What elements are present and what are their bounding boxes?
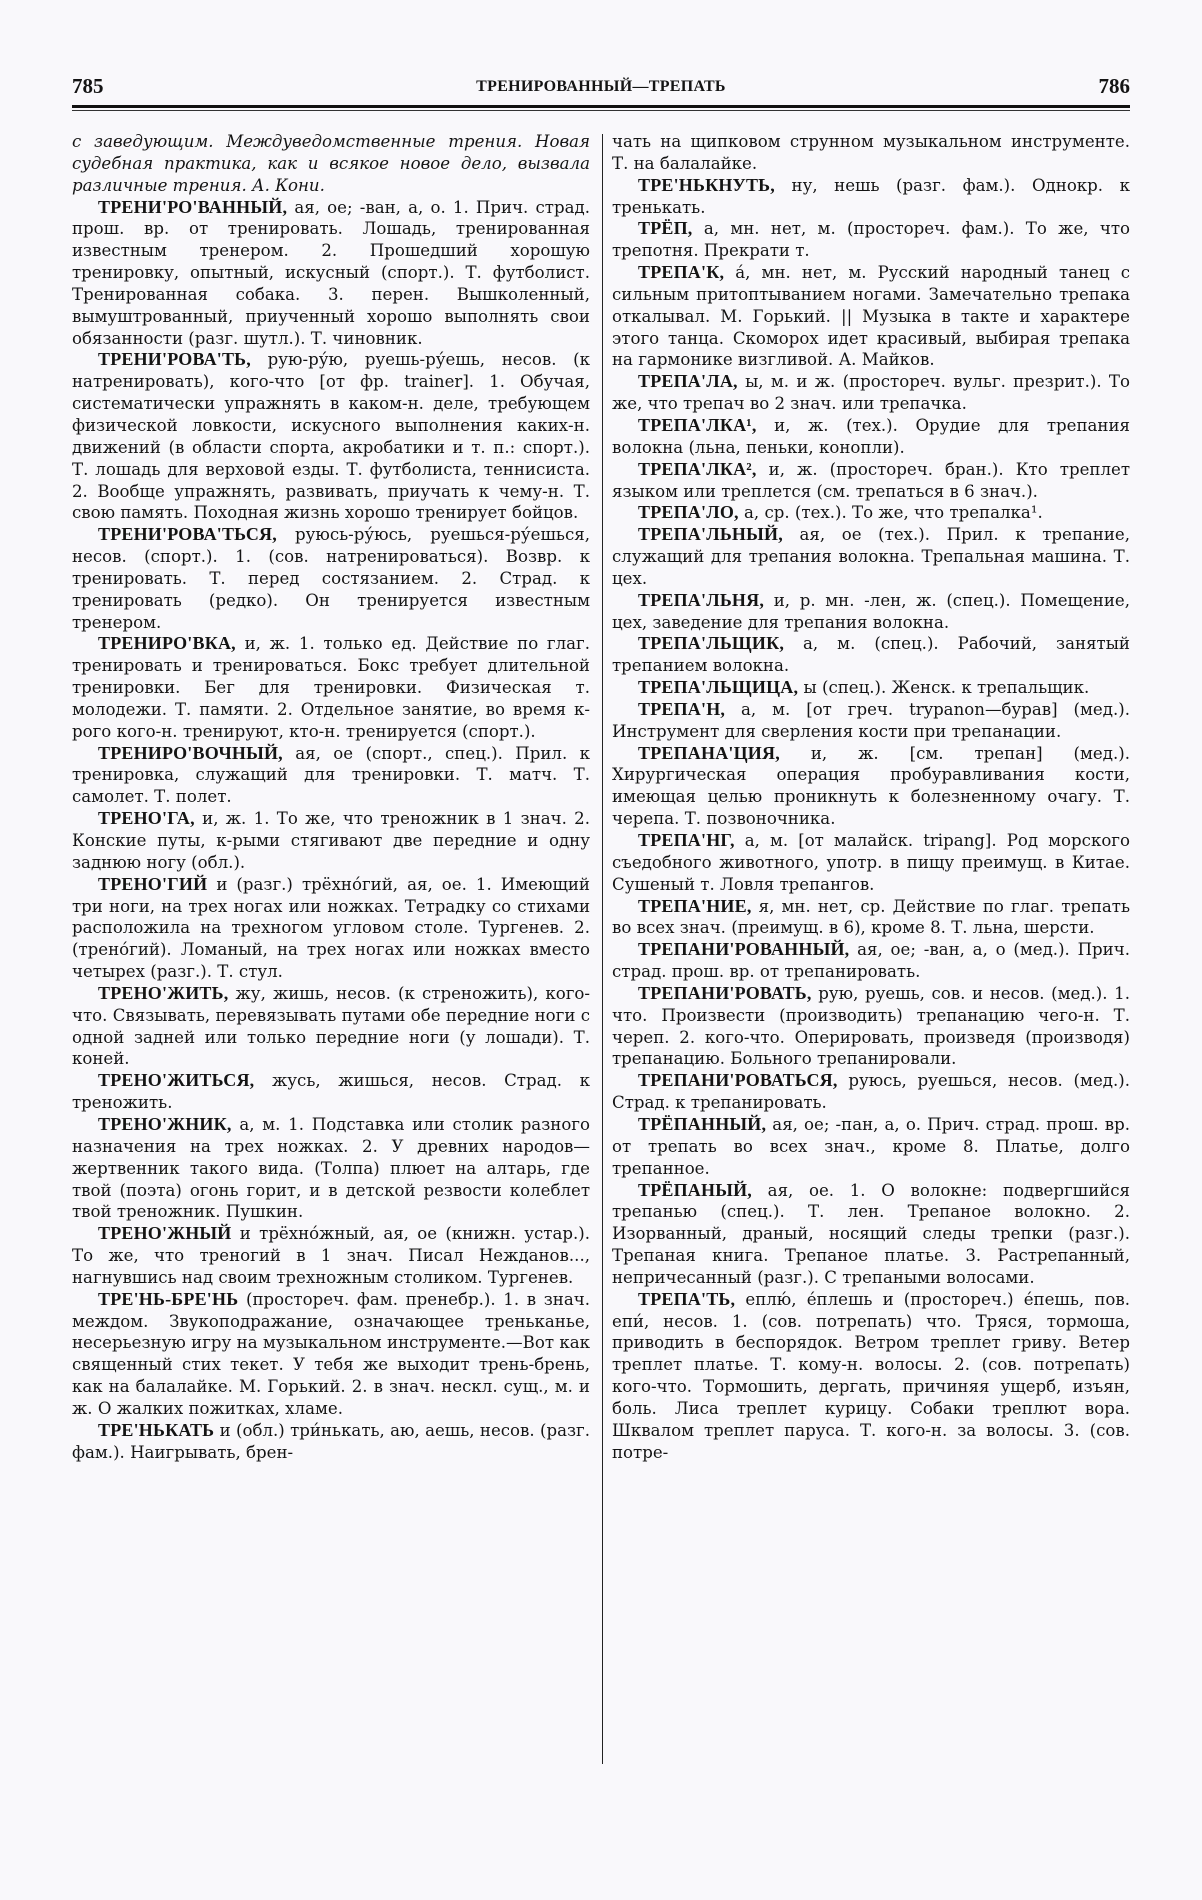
definition-text: а, ср. (тех.). То же, что трепалка¹.	[744, 503, 1043, 523]
headword: ТРЕНИ'РОВА'ТЬ,	[98, 349, 251, 370]
dictionary-entry	[612, 1289, 1130, 1464]
dictionary-entry	[612, 218, 1130, 262]
dictionary-entry	[72, 874, 590, 983]
column-divider	[602, 134, 603, 1764]
header-rule-thick	[72, 105, 1130, 108]
dictionary-entry	[72, 524, 590, 633]
definition-text: и (обл.) три́нькать, аю, аешь, несов. (разг. фам.). Наигрывать, брен-	[72, 1420, 591, 1462]
definition-text: ы (спец.). Женск. к трепальщик.	[803, 678, 1090, 698]
dictionary-entry	[612, 939, 1130, 983]
headword: ТРЕПА'ЛА,	[638, 371, 738, 392]
dictionary-entry	[72, 743, 590, 809]
dictionary-entry	[612, 524, 1130, 590]
dictionary-entry	[72, 1114, 590, 1223]
dictionary-entry	[72, 1223, 590, 1289]
headword: ТРЕПА'Н,	[638, 698, 726, 719]
dictionary-entry	[72, 349, 590, 524]
dictionary-entry	[612, 983, 1130, 1070]
dictionary-entry	[612, 677, 1130, 699]
definition-text: и, ж. (тех.). Орудие для трепания волокна (льна, пеньки, конопли).	[612, 415, 1130, 457]
headword: ТРЕНО'ЖИТЬСЯ,	[98, 1070, 255, 1091]
dictionary-entry	[612, 1070, 1130, 1114]
headword: ТРЕНО'ЖНЫЙ	[98, 1223, 232, 1244]
definition-text: еплю́, е́плешь и (простореч.) е́пешь, пов. епи́, несов. 1. (сов. потрепать) что. Тряся, тормоша, приводить в беспорядок. Ветром треплет гриву. Ветер треплет платье. Т. кому-н. волосы. 2. (сов. потрепать) кого-что. Тормошить, дергать, причиняя ущерб, изъян, боль. Лиса треплет курицу. Собаки треплют вора. Шквалом треплет паруса. Т. кого-н. за волосы. 3. (сов. потре-	[612, 1289, 1130, 1462]
right-column	[612, 131, 1130, 1463]
definition-text: и (разг.) трёхно́гий, ая, ое. 1. Имеющий три ноги, на трех ногах или ножках. Тетрадку со стихами расположила на трехногом угловом столе. Тургенев. 2. (трено́гий). Ломаный, на трех ногах или ножках вместо четырех (разг.). Т. стул.	[72, 874, 590, 982]
dictionary-entry	[612, 896, 1130, 940]
entry-list	[72, 197, 590, 1464]
headword: ТРЕ'НЬКНУТЬ,	[638, 174, 775, 195]
dictionary-entry	[72, 1420, 590, 1464]
running-title: ТРЕНИРОВАННЫЙ—ТРЕПАТЬ	[476, 78, 726, 95]
definition-text: рую, руешь, сов. и несов. (мед.). 1. что. Произвести (производить) трепанацию чего-н. Т. череп. 2. кого-что. Оперировать, произведя (производя) трепанацию. Больного трепанировали.	[612, 983, 1130, 1069]
dictionary-entry	[612, 175, 1130, 219]
dictionary-entry	[612, 743, 1130, 830]
definition-text: ая, ое (спорт., спец.). Прил. к тренировка, служащий для тренировки. Т. матч. Т. самолет. Т. полет.	[72, 743, 590, 807]
definition-text: ая, ое; -ван, а, о (мед.). Прич. страд. прош. вр. от трепанировать.	[612, 940, 1130, 982]
definition-text: а, мн. нет, м. (простореч. фам.). То же, что трепотня. Прекрати т.	[612, 219, 1130, 261]
definition-text: и, ж. 1. только ед. Действие по глаг. тренировать и тренироваться. Бокс требует длительной тренировки. Бег для тренировки. Физическая т. молодежи. Т. памяти. 2. Отдельное занятие, во время к-рого кого-н. тренируют, кто-н. тренируется (спорт.).	[72, 634, 590, 741]
headword: ТРЕНО'ГА,	[98, 808, 195, 829]
definition-text: ая, ое. 1. О волокне: подвергшийся трепанью (спец.). Т. лен. Трепаное волокно. 2. Изорванный, драный, носящий следы трепки (разг.). Трепаная книга. Трепаное платье. 3. Растрепанный, непричесанный (разг.). С трепаными волосами.	[612, 1180, 1130, 1287]
entry-list	[612, 175, 1130, 1464]
dictionary-entry	[72, 1070, 590, 1114]
definition-text: (простореч. фам. пренебр.). 1. в знач. междом. Звукоподражание, означающее треньканье, несерьезную игру на музыкальном инструменте.—Вот как священный стих текет. У тебя же выходит трень-брень, как на балалайке. М. Горький. 2. в знач. нескл. сущ., м. и ж. О жалких пожитках, хламе.	[72, 1289, 590, 1418]
definition-text: и, р. мн. -лен, ж. (спец.). Помещение, цех, заведение для трепания волокна.	[612, 590, 1130, 632]
dictionary-entry	[72, 633, 590, 742]
headword: ТРЕНИРО'ВОЧНЫЙ,	[98, 742, 283, 763]
headword: ТРЕ'НЬ-БРЕ'НЬ	[98, 1288, 239, 1309]
headword: ТРЁП,	[638, 218, 693, 239]
definition-text: жусь, жишься, несов. Страд. к треножить.	[72, 1071, 590, 1113]
headword: ТРЁПАННЫЙ,	[638, 1113, 767, 1134]
headword: ТРЕПА'К,	[638, 262, 725, 283]
headword: ТРЕПА'ЛЬЩИЦА,	[638, 677, 799, 698]
definition-text: а́, мн. нет, м. Русский народный танец с сильным притоптыванием ногами. Замечательно трепака откалывал. М. Горький. || Музыка в такте и характере этого танца. Скоморох идет красивый, выбирая трепака на гармонике визгливой. А. Майков.	[612, 263, 1130, 370]
headword: ТРЕПАНИ'РОВАТЬ,	[638, 982, 812, 1003]
left-column	[72, 131, 590, 1463]
dictionary-entry	[612, 633, 1130, 677]
page-number-left: 785	[72, 74, 104, 98]
definition-text: а, м. [от малайск. tripang]. Род морского съедобного животного, употр. в пищу преимущ. в Китае. Сушеный т. Ловля трепангов.	[612, 831, 1130, 894]
definition-text: а, м. [от греч. trypanon—бурав] (мед.). Инструмент для сверления кости при трепанации.	[612, 699, 1130, 741]
definition-text: руюсь-ру́юсь, руешься-ру́ешься, несов. (спорт.). 1. (сов. натренироваться). Возвр. к тренировать. Т. перед состязанием. 2. Страд. к тренировать (редко). Он тренируется известным тренером.	[72, 525, 590, 632]
definition-text: и, ж. [см. трепан] (мед.). Хирургическая операция пробуравливания кости, имеющая целью проникнуть к болезненному очагу. Т. черепа. Т. позвоночника.	[612, 743, 1130, 829]
headword: ТРЕНО'ЖИТЬ,	[98, 982, 229, 1003]
definition-text: а, м. 1. Подставка или столик разного назначения на трех ножках. 2. У древних народов—жертвенник такого вида. (Толпа) плюет на алтарь, где твой (поэта) огонь горит, и в детской резвости колеблет твой треножник. Пушкин.	[72, 1114, 590, 1222]
headword: ТРЕНИРО'ВКА,	[98, 633, 236, 654]
dictionary-entry	[612, 459, 1130, 503]
dictionary-entry	[72, 197, 590, 350]
headword: ТРЕНИ'РО'ВАННЫЙ,	[98, 196, 288, 217]
definition-text: ая, ое; -ван, а, о. 1. Прич. страд. прош. вр. от тренировать. Лошадь, тренированная известным тренером. 2. Прошедший хорошую тренировку, опытный, искусный (спорт.). Т. футболист. Тренированная собака. 3. перен. Вышколенный, вымуштрованный, приученный хорошо выполнять свои обязанности (разг. шутл.). Т. чиновник.	[72, 197, 590, 348]
definition-text: ну, нешь (разг. фам.). Однокр. к тренькать.	[612, 175, 1130, 217]
headword: ТРЕНО'ГИЙ	[98, 873, 208, 894]
headword: ТРЕПА'ЛЬНЯ,	[638, 589, 765, 610]
definition-text: рую-ру́ю, руешь-ру́ешь, несов. (к натренировать), кого-что [от фр. trainer]. 1. Обучая, систематически упражнять в каком-н. деле, требующем физической ловкости, искусного выполнения каких-н. движений (в области спорта, акробатики и т. п.: спорт.). Т. лошадь для верховой езды. Т. футболиста, теннисиста. 2. Вообще упражнять, развивать, приучать к чему-н. Т. свою память. Походная жизнь хорошо тренирует бойцов.	[72, 350, 590, 523]
definition-text: я, мн. нет, ср. Действие по глаг. трепать во всех знач. (преимущ. в 6), кроме 8. Т. льна, шерсти.	[612, 896, 1130, 938]
headword: ТРЕПА'НГ,	[638, 830, 735, 850]
dictionary-entry	[612, 502, 1130, 524]
continuation-text: с заведующим. Междуведомственные трения. Новая судебная практика, как и всякое новое дело, вызвала различные трения. А. Кони.	[72, 132, 590, 195]
definition-text: и, ж. (простореч. бран.). Кто треплет языком или треплется (см. трепаться в 6 знач.).	[612, 459, 1130, 501]
definition-text: руюсь, руешься, несов. (мед.). Страд. к трепанировать.	[612, 1071, 1131, 1113]
dictionary-entry	[72, 808, 590, 874]
header-rule-thin	[72, 110, 1130, 111]
dictionary-entry	[612, 371, 1130, 415]
dictionary-entry	[612, 830, 1130, 896]
continuation-text: чать на щипковом струнном музыкальном инструменте. Т. на балалайке.	[612, 132, 1130, 173]
page-number-right: 786	[1098, 74, 1130, 98]
headword: ТРЕПАНИ'РОВАТЬСЯ,	[638, 1070, 838, 1091]
dictionary-entry	[72, 1289, 590, 1420]
definition-text: жу, жишь, несов. (к стреножить), кого-что. Связывать, перевязывать путами обе передние ноги с одной задней или только передние ноги (у лошади). Т. коней.	[72, 983, 590, 1069]
headword: ТРЕПАНИ'РОВАННЫЙ,	[638, 939, 850, 960]
definition-text: и, ж. 1. То же, что треножник в 1 знач. 2. Конские путы, к-рыми стягивают две передние и одну заднюю ногу (обл.).	[72, 809, 591, 872]
headword: ТРЕПА'ЛКА¹,	[638, 414, 757, 435]
headword: ТРЕПА'ЛО,	[638, 502, 739, 523]
headword: ТРЕПА'ЛКА²,	[638, 458, 757, 479]
headword: ТРЕПА'НИЕ,	[638, 895, 752, 916]
dictionary-entry	[72, 983, 590, 1070]
dictionary-entry	[612, 1114, 1130, 1180]
definition-text: а, м. (спец.). Рабочий, занятый трепанием волокна.	[612, 634, 1130, 676]
page-header	[72, 70, 1130, 100]
headword: ТРЕПА'ЛЬЩИК,	[638, 633, 785, 654]
definition-text: ы, м. и ж. (простореч. вульг. презрит.). То же, что трепач во 2 знач. или трепачка.	[612, 372, 1130, 414]
headword: ТРЕПАНА'ЦИЯ,	[638, 742, 780, 763]
headword: ТРЕНИ'РОВА'ТЬСЯ,	[98, 524, 277, 545]
headword: ТРЕ'НЬКАТЬ	[98, 1419, 215, 1440]
definition-text: ая, ое; -пан, а, о. Прич. страд. прош. вр. от трепать во всех знач., кроме 8. Платье, долго трепанное.	[612, 1114, 1130, 1178]
definition-text: ая, ое (тех.). Прил. к трепание, служащий для трепания волокна. Трепальная машина. Т. цех.	[612, 525, 1130, 588]
headword: ТРЕПА'ЛЬНЫЙ,	[638, 524, 783, 545]
dictionary-entry	[612, 699, 1130, 743]
headword: ТРЕПА'ТЬ,	[638, 1288, 736, 1309]
dictionary-entry	[612, 262, 1130, 371]
dictionary-entry	[612, 1180, 1130, 1289]
definition-text: и трёхно́жный, ая, ое (книжн. устар.). То же, что треногий в 1 знач. Писал Нежданов..., нагнувшись над своим трехножным столиком. Тургенев.	[72, 1224, 590, 1287]
headword: ТРЕНО'ЖНИК,	[98, 1113, 232, 1134]
dictionary-entry	[612, 590, 1130, 634]
headword: ТРЁПАНЫЙ,	[638, 1179, 752, 1200]
dictionary-entry	[612, 415, 1130, 459]
